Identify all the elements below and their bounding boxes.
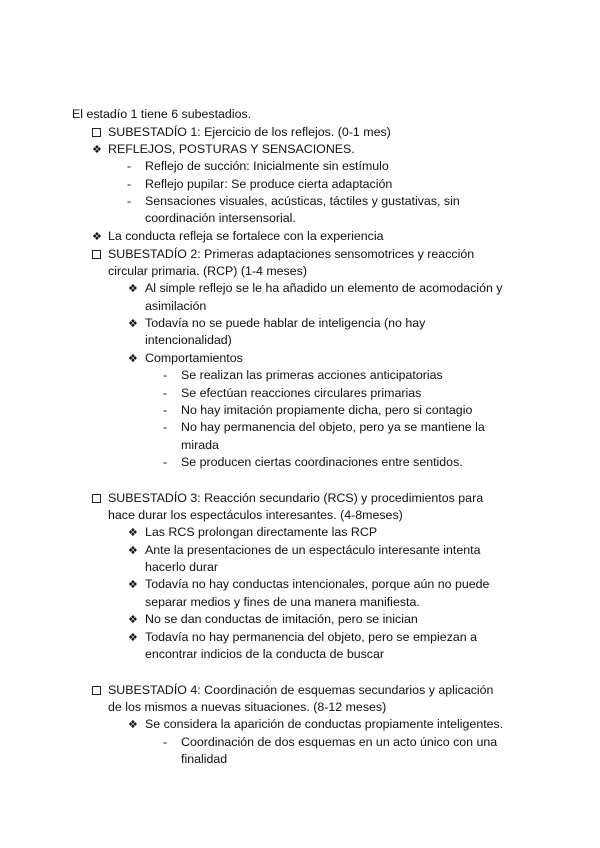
checkbox-icon bbox=[92, 246, 101, 263]
list-item-continuation: mirada bbox=[181, 437, 219, 452]
list-item: Ante la presentaciones de un espectáculo interesante intenta bbox=[145, 542, 481, 557]
list-item: Se considera la aparición de conductas propiamente inteligentes. bbox=[145, 717, 504, 732]
list-item: Sensaciones visuales, acústicas, táctiles y gustativas, sin bbox=[145, 194, 460, 209]
substage-3-section bbox=[0, 490, 600, 664]
list-item: No se dan conductas de imitación, pero se inician bbox=[145, 612, 418, 627]
intro-text: El estadío 1 tiene 6 subestadios. bbox=[72, 107, 252, 121]
substage-1-section bbox=[0, 124, 600, 246]
list-item: Las RCS prolongan directamente las RCP bbox=[145, 525, 378, 540]
list-item: Todavía no hay conductas intencionales, porque aún no puede bbox=[145, 577, 490, 592]
dash-bullet-icon: - bbox=[127, 194, 132, 209]
list-item-continuation: coordinación intersensorial. bbox=[145, 211, 296, 226]
diamond-bullet-icon: ❖ bbox=[92, 142, 102, 156]
dash-bullet-icon: - bbox=[163, 368, 168, 383]
diamond-bullet-icon: ❖ bbox=[128, 526, 138, 540]
substage-2-title-continuation: circular primaria. (RCP) (1-4 meses) bbox=[108, 263, 307, 278]
list-item-continuation: hacerlo durar bbox=[145, 560, 219, 575]
list-item: Coordinación de dos esquemas en un acto único con una bbox=[181, 734, 498, 749]
list-item: Reflejo pupilar: Se produce cierta adaptación bbox=[145, 176, 393, 191]
list-item: Comportamientos bbox=[145, 350, 243, 365]
diamond-bullet-icon: ❖ bbox=[128, 543, 138, 557]
dash-bullet-icon: - bbox=[127, 159, 132, 174]
substage-1-note: La conducta refleja se fortalece con la experiencia bbox=[108, 228, 384, 243]
substage-4-title-continuation: de los mismos a nuevas situaciones. (8-12 meses) bbox=[108, 699, 387, 714]
list-item: Se efectúan reacciones circulares primarias bbox=[181, 385, 422, 400]
dash-bullet-icon: - bbox=[163, 403, 168, 418]
dash-bullet-icon: - bbox=[163, 385, 168, 400]
list-item: No hay permanencia del objeto, pero ya se mantiene la bbox=[181, 420, 485, 435]
list-item: Reflejo de succión: Inicialmente sin estímulo bbox=[145, 159, 389, 174]
checkbox-icon bbox=[92, 682, 101, 699]
list-item-continuation: intencionalidad) bbox=[145, 333, 232, 348]
dash-bullet-icon: - bbox=[163, 734, 168, 749]
diamond-bullet-icon: ❖ bbox=[128, 613, 138, 627]
substage-3-title-continuation: hace durar los espectáculos interesantes. (4-8meses) bbox=[108, 507, 403, 522]
list-item: Se realizan las primeras acciones anticipatorias bbox=[181, 368, 443, 383]
substage-1-heading: REFLEJOS, POSTURAS Y SENSACIONES. bbox=[108, 141, 355, 156]
substage-2-section bbox=[0, 246, 600, 472]
list-item-continuation: encontrar indicios de la conducta de buscar bbox=[145, 647, 385, 662]
diamond-bullet-icon: ❖ bbox=[128, 630, 138, 644]
diamond-bullet-icon: ❖ bbox=[128, 578, 138, 592]
list-item: Todavía no se puede hablar de inteligencia (no hay bbox=[145, 316, 426, 331]
diamond-bullet-icon: ❖ bbox=[128, 282, 138, 296]
dash-bullet-icon: - bbox=[163, 420, 168, 435]
list-item: No hay imitación propiamente dicha, pero si contagio bbox=[181, 403, 473, 418]
intro-block bbox=[0, 106, 600, 123]
list-item: Al simple reflejo se le ha añadido un elemento de acomodación y bbox=[145, 281, 503, 296]
dash-bullet-icon: - bbox=[127, 176, 132, 191]
diamond-bullet-icon: ❖ bbox=[128, 351, 138, 365]
list-item: Todavía no hay permanencia del objeto, pero se empiezan a bbox=[145, 629, 478, 644]
list-item-continuation: finalidad bbox=[181, 752, 228, 767]
diamond-bullet-icon: ❖ bbox=[92, 229, 102, 243]
substage-2-title: SUBESTADÍO 2: Primeras adaptaciones sensomotrices y reacción bbox=[108, 246, 475, 261]
list-item: Se producen ciertas coordinaciones entre sentidos. bbox=[181, 455, 463, 470]
dash-bullet-icon: - bbox=[163, 455, 168, 470]
list-item-continuation: asimilación bbox=[145, 298, 207, 313]
substage-1-title: SUBESTADÍO 1: Ejercicio de los reflejos. (0-1 mes) bbox=[108, 124, 391, 139]
substage-4-title: SUBESTADÍO 4: Coordinación de esquemas secundarios y aplicación bbox=[108, 682, 494, 697]
diamond-bullet-icon: ❖ bbox=[128, 718, 138, 732]
checkbox-icon bbox=[92, 490, 101, 507]
checkbox-icon bbox=[92, 124, 101, 141]
substage-3-title: SUBESTADÍO 3: Reacción secundario (RCS) y procedimientos para bbox=[108, 490, 484, 505]
list-item-continuation: separar medios y fines de una manera manifiesta. bbox=[145, 594, 420, 609]
substage-4-section bbox=[0, 682, 600, 769]
diamond-bullet-icon: ❖ bbox=[128, 317, 138, 331]
